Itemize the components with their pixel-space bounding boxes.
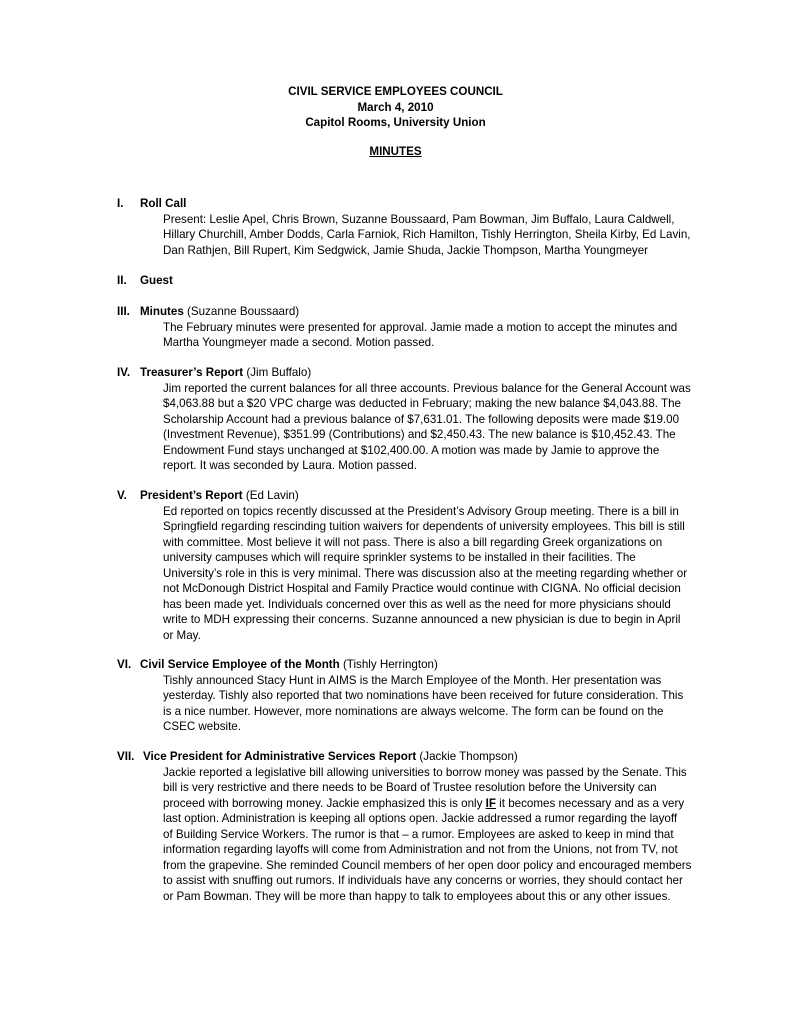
body-line: Hillary Churchill, Amber Dodds, Carla Farniok, Rich Hamilton, Tishly Herrington, Sheila Kirby, Ed Lavin, <box>163 228 691 241</box>
body-line: information regarding layoffs will come from Administration and not from the Unions, not from TV, not <box>163 843 678 856</box>
body-line: or May. <box>163 628 201 642</box>
body-line: Dan Rathjen, Bill Rupert, Kim Sedgwick, Jamie Shuda, Jackie Thompson, Martha Youngmeyer <box>163 243 649 257</box>
section-heading <box>117 273 707 289</box>
section-number: VI. <box>117 658 132 671</box>
section-body <box>163 673 707 735</box>
section-minutes <box>117 304 707 351</box>
body-line: not McDonough District Hospital and Family Practice would continue with CIGNA. No official decision <box>163 582 681 595</box>
section-heading <box>117 196 707 212</box>
section-title: Treasurer’s Report <box>140 366 244 379</box>
body-line: report. It was seconded by Laura. Motion passed. <box>163 459 417 472</box>
body-line: last option. Administration is keeping all options open. Jackie addressed a rumor regarding the layoff <box>163 812 678 825</box>
section-presenter: (Tishly Herrington) <box>339 658 438 671</box>
section-vp-admin-report <box>117 749 707 904</box>
section-heading <box>117 304 707 320</box>
body-line-emphasis <box>163 796 707 812</box>
section-treasurer-report <box>117 365 707 474</box>
section-number: IV. <box>117 366 131 379</box>
section-title: Minutes <box>140 305 184 318</box>
body-line: Springfield regarding rescinding tuition waivers for dependents of university employees. This bill is still <box>163 520 685 533</box>
section-heading <box>117 488 707 504</box>
section-presenter: (Jackie Thompson) <box>416 750 518 763</box>
section-employee-of-month <box>117 657 707 735</box>
body-line: yesterday. Tishly also reported that two nominations have been received for future consideration. This <box>163 689 684 702</box>
body-line: Martha Youngmeyer made a second. Motion passed. <box>163 336 435 349</box>
meeting-location: Capitol Rooms, University Union <box>305 116 486 129</box>
section-heading <box>117 657 707 673</box>
body-line: Ed reported on topics recently discussed at the President’s Advisory Group meeting. There is a bill in <box>163 504 679 518</box>
body-line: of Building Service Workers. The rumor is that – a rumor. Employees are asked to keep in mind that <box>163 827 674 841</box>
body-line: or Pam Bowman. They will be more than happy to talk to employees about this or any other issues. <box>163 889 671 903</box>
body-line: has been made yet. Individuals concerned over this as well as the need for more physicians should <box>163 597 671 611</box>
document-type-title: MINUTES <box>369 144 422 158</box>
body-line: from the grapevine. She reminded Council members of her open door policy and encouraged members <box>163 858 692 872</box>
body-line: Jackie reported a legislative bill allowing universities to borrow money was passed by the Senate. This <box>163 765 687 779</box>
meeting-date: March 4, 2010 <box>357 100 434 114</box>
body-line: University’s role in this is very minimal. There was discussion also at the meeting regarding whether or <box>163 566 688 580</box>
section-heading <box>117 749 707 765</box>
section-title: Guest <box>140 274 173 287</box>
body-line: Present: Leslie Apel, Chris Brown, Suzanne Boussaard, Pam Bowman, Jim Buffalo, Laura Caldwell, <box>163 212 675 226</box>
section-number: III. <box>117 305 130 318</box>
emphasis-pre-text: proceed with borrowing money. Jackie emphasized this is only <box>163 796 486 810</box>
section-number: II. <box>117 274 127 287</box>
section-body <box>163 504 707 644</box>
body-line: Jim reported the current balances for all three accounts. Previous balance for the General Account was <box>163 381 691 395</box>
section-title: Civil Service Employee of the Month <box>140 658 340 671</box>
body-line: to assist with snuffing out rumors. If individuals have any concerns or worries, they should contact her <box>163 874 683 887</box>
body-line: CSEC website. <box>163 720 241 733</box>
section-body <box>163 212 707 259</box>
section-roll-call <box>117 196 707 258</box>
section-body <box>163 320 707 351</box>
section-presenter: (Jim Buffalo) <box>243 366 312 379</box>
section-presenter: (Suzanne Boussaard) <box>183 305 300 318</box>
body-line: Scholarship Account had a previous balance of $7,631.01. The following deposits were made $19.00 <box>163 412 680 426</box>
section-president-report <box>117 488 707 643</box>
section-body <box>163 381 707 474</box>
section-title: Vice President for Administrative Services Report <box>143 750 417 763</box>
body-line: write to MDH expressing their concerns. Suzanne announced a new physician is due to begin in April <box>163 613 681 626</box>
body-line: Endowment Fund stays unchanged at $102,400.00. A motion was made by Jamie to approve the <box>163 443 660 457</box>
org-title: CIVIL SERVICE EMPLOYEES COUNCIL <box>288 85 503 98</box>
section-number: V. <box>117 489 127 502</box>
body-line: university campuses which will require sprinkler systems to be installed in their facilities. The <box>163 551 636 564</box>
body-line: Tishly announced Stacy Hunt in AIMS is the March Employee of the Month. Her presentation was <box>163 673 662 687</box>
emphasis-word: IF <box>485 796 496 810</box>
body-line: is a nice number. However, more nominations are always welcome. The form can be found on the <box>163 704 664 718</box>
section-number: I. <box>117 197 124 210</box>
body-line: with committee. Most believe it will not pass. There is also a bill regarding Greek organizations on <box>163 535 663 549</box>
section-guest <box>117 273 707 289</box>
section-number: VII. <box>117 750 135 763</box>
section-presenter: (Ed Lavin) <box>242 489 299 502</box>
emphasis-post-text: it becomes necessary and as a very <box>495 796 685 810</box>
document-header <box>0 84 791 159</box>
body-line: $4,063.88 but a $20 VPC charge was deducted in February; making the new balance $4,043.88. The <box>163 397 681 410</box>
body-line: The February minutes were presented for approval. Jamie made a motion to accept the minutes and <box>163 320 678 334</box>
section-title: Roll Call <box>140 197 187 210</box>
section-body <box>163 765 707 905</box>
body-line: (Investment Revenue), $351.99 (Contributions) and $2,450.43. The new balance is $10,452.43. The <box>163 428 676 441</box>
section-heading <box>117 365 707 381</box>
section-title: President’s Report <box>140 489 243 502</box>
body-line: bill is very restrictive and there needs to be Board of Trustee resolution before the University can <box>163 781 657 794</box>
